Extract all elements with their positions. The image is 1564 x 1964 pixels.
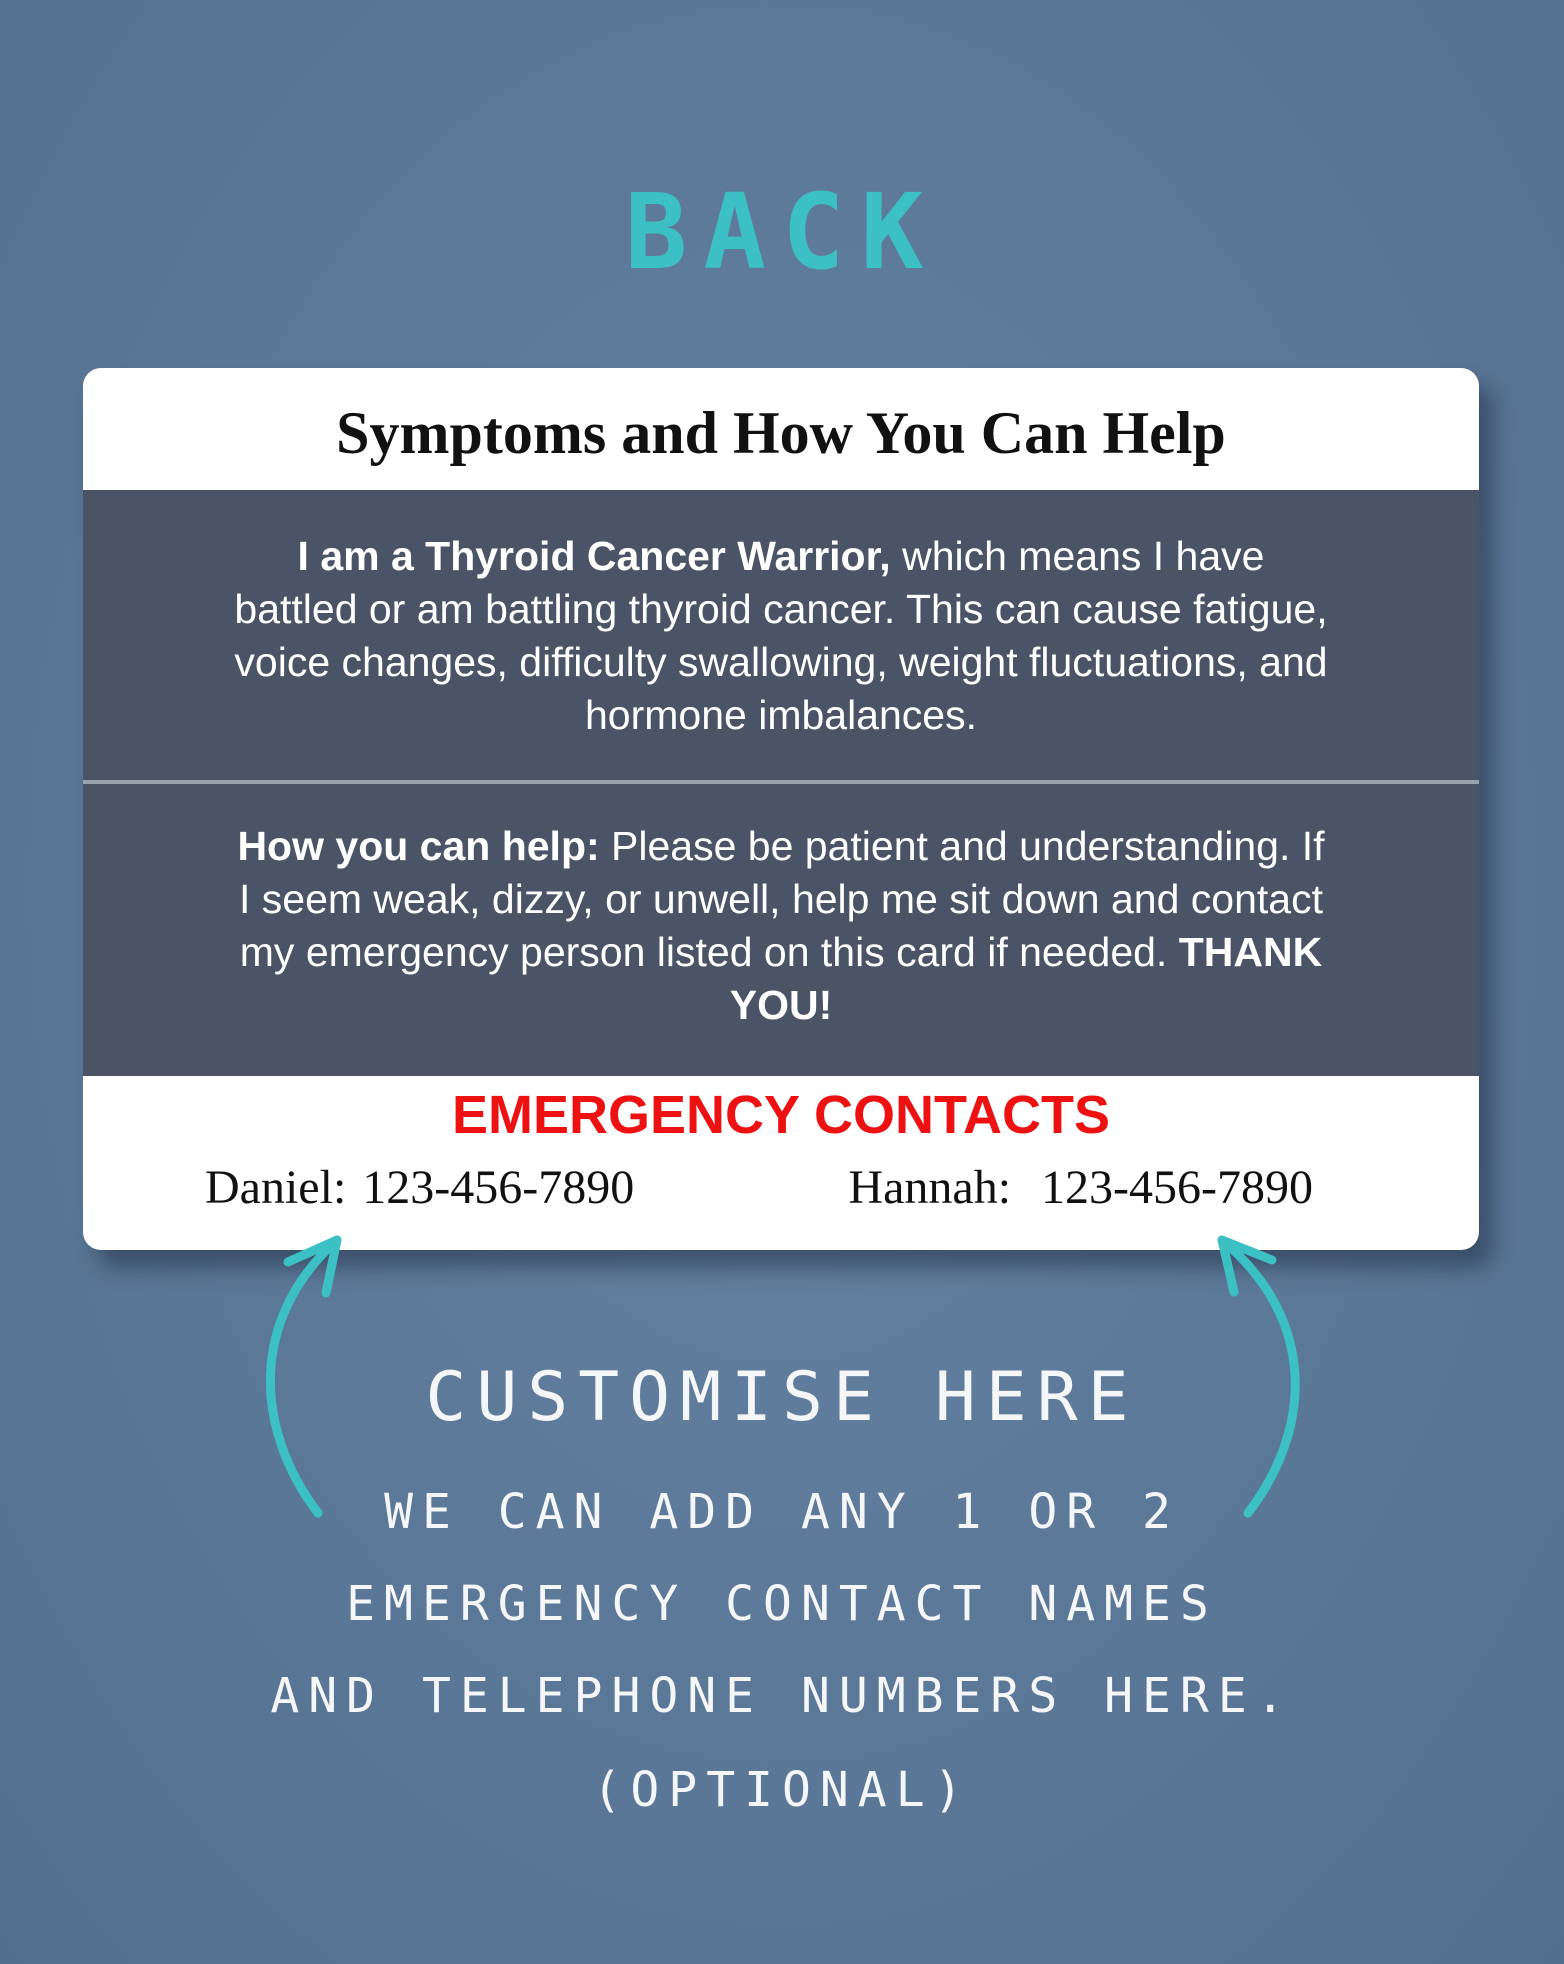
medical-card-back [83, 368, 1479, 1250]
card-title: Symptoms and How You Can Help [336, 400, 1226, 466]
customise-line: (OPTIONAL) [592, 1762, 972, 1818]
contact-entry [848, 1158, 1313, 1218]
contact-entry [205, 1158, 634, 1218]
page-heading: BACK [624, 171, 940, 293]
symptoms-text: which means I have battled or am battling thyroid cancer. This can cause fatigue, voice changes, difficulty swallowing, weight fluctuations, and hormone imbalances. [234, 533, 1328, 738]
emergency-contacts-heading: EMERGENCY CONTACTS [451, 1085, 1111, 1145]
help-closing: THANK YOU! [729, 929, 1323, 1028]
help-panel [83, 784, 1479, 1076]
symptoms-panel [83, 490, 1479, 780]
customise-title: CUSTOMISE HERE [425, 1358, 1139, 1437]
contact-phone: 123-456-7890 [1041, 1161, 1313, 1214]
contact-name: Hannah: [848, 1161, 1012, 1214]
help-lead: How you can help: [237, 823, 600, 869]
customise-line: EMERGENCY CONTACT NAMES [346, 1576, 1218, 1632]
customise-line: AND TELEPHONE NUMBERS HERE. [270, 1668, 1294, 1724]
customise-line: WE CAN ADD ANY 1 OR 2 [384, 1484, 1180, 1540]
help-text: Please be patient and understanding. If I seem weak, dizzy, or unwell, help me sit down and contact my emergency person listed on this card if needed. [239, 823, 1325, 975]
contact-phone: 123-456-7890 [362, 1161, 635, 1214]
symptoms-lead: I am a Thyroid Cancer Warrior, [297, 533, 891, 579]
contact-name: Daniel: [205, 1161, 347, 1214]
